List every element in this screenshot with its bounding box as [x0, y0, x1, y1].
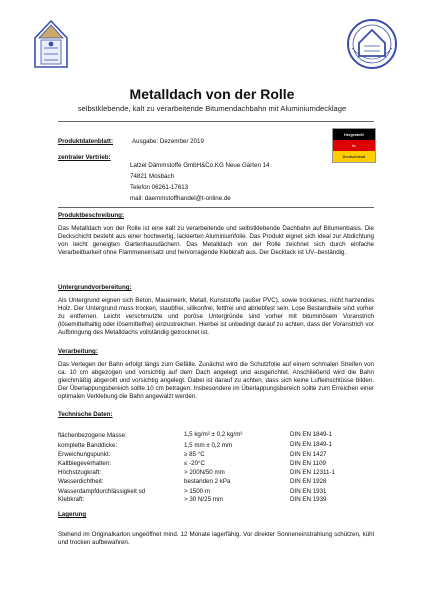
tech-row-norm: DIN EN 12311-1 [290, 469, 335, 476]
tech-row-name: Wasserdampfdurchlässigkeit sd [58, 488, 146, 495]
tech-row-norm: DIN EN 1849-1 [290, 431, 332, 438]
top-divider [58, 121, 374, 122]
datasheet-label: Produktdatenblatt: [58, 138, 113, 145]
tech-row-value: > 200N/50 mm [184, 469, 225, 476]
substrate-text: Als Untergrund eignen sich Beton, Mauerwerk, Metall, Kunststoffe (außer PVC), sowie trockenes, nicht harzendes Holz. Der Untergrund muss trocken, staubfrei, silikonfrei, fettfrei und abriebfest sein. Lose Bestandteile sind vorher zu entfernen. Leicht verschmutzte und poröse Untergründe sind vorher mit bituminösem Voranstrich (lösemittelhaltig oder lösemittelfrei) einzustreichen. Hierbei ist unbedingt darauf zu achten, dass der Voranstrich vor Aufbringung des Metalldachs vollständig getrocknet ist. [58, 297, 374, 337]
tech-row-name: Erweichungspunkt: [58, 451, 111, 458]
address-line: Latzel Dämmstoffe GmbH&Co.KG Neue Gärten 14 [130, 162, 270, 169]
technical-heading: Technische Daten: [58, 411, 113, 418]
tech-row-value: > 30 N/25 mm [184, 496, 224, 503]
made-in-germany-badge [332, 128, 376, 163]
tech-row-value: bestanden 2 kPa [184, 478, 231, 485]
address-line: Telefon 06261-17613 [130, 184, 189, 191]
tech-row-name: flächenbezogene Masse: [58, 432, 127, 439]
tech-row-value: ≥ 85 °C [184, 451, 205, 458]
tech-row-norm: DIN EN 1931 [290, 488, 327, 495]
badge-line-1: Hergestellt [333, 129, 375, 140]
storage-heading: Lagerung [58, 511, 87, 518]
tech-row-value: > 1500 m [184, 488, 210, 495]
tech-row-norm: DIN EN 1849-1 [290, 441, 332, 448]
description-text: Das Metalldach von der Rolle ist eine kalt zu verarbeitende und selbstklebende Dachbahn auf Bitumenbasis. Die Deckschicht besteht aus einer hochwertig, lackierten Aluminiumfolie. Das Produkt eignet sich ideal zur Abdichtung von leicht geneigten Gartenhausdächern. Das Metalldach von der Rolle zeichnet sich durch einfache Verarbeitbarkeit ohne Flammeneinsatz und hervorragende Klebkraft aus. Der Decklack ist UV–beständig. [58, 225, 374, 257]
address-line: mail: daemmstoffhandel@t-online.de [130, 195, 231, 202]
tech-row-name: komplette Banddicke: [58, 442, 118, 449]
tech-row-value: 1,5 kg/m² ± 0,2 kg/m² [184, 431, 243, 438]
house-logo [32, 18, 70, 70]
processing-heading: Verarbeitung: [58, 348, 98, 355]
edition-text: Ausgabe: Dezember 2019 [132, 138, 204, 145]
page-title: Metalldach von der Rolle [129, 86, 295, 102]
tech-row-norm: DIN EN 1427 [290, 451, 327, 458]
tech-row-value: ≤ -20°C [184, 460, 206, 467]
processing-text: Das Verlegen der Bahn erfolgt längs zum Gefälle. Zunächst wird die Schutzfolie auf einem schmalen Streifen von ca. 10 cm abgezogen und vorsichtig auf dem Dach angelegt und ausgerichtet. Anschließend wird die Bahn gleichmäßig abgerollt und vorsichtig angelegt. Dabei ist darauf zu achten, dass sich keine Lufteinschlüsse bilden. Der Überlappungsbereich sollte 10 cm betragen. Insbesondere im Überlappungsbereich sollte zum Erreichen einer optimalen Verklebung die Bahn angewalzt werden. [58, 361, 374, 401]
tech-row-name: Kaltbiegeverhalten: [58, 460, 111, 467]
distribution-label: zentraler Vertrieb: [58, 154, 111, 161]
tech-row-norm: DIN EN 1928 [290, 478, 327, 485]
tech-row-name: Höchstzugkraft: [58, 469, 101, 476]
description-heading: Produktbeschreibung: [58, 212, 125, 219]
page-subtitle: selbstklebende, kalt zu verarbeitende Bitumendachbahn mit Aluminiumdecklage [77, 104, 347, 113]
quality-seal-icon [346, 18, 398, 70]
tech-row-name: Wasserdichtheit: [58, 478, 104, 485]
storage-text: Stehend im Originalkarton ungeöffnet mind. 12 Monate lagerfähig. Vor direkter Sonneneinstrahlung schützen, kühl und trocken aufbewahren. [58, 531, 374, 547]
tech-row-norm: DIN EN 1109 [290, 460, 326, 467]
tech-row-name: Klebkraft: [58, 496, 85, 503]
badge-line-3: Deutschland [333, 151, 375, 162]
substrate-heading: Untergrundvorbereitung: [58, 284, 132, 291]
address-line: 74821 Mosbach [130, 173, 175, 180]
tech-row-value: 1,5 mm ± 0,2 mm [184, 442, 233, 449]
mid-divider [58, 207, 374, 208]
badge-line-2: in [333, 140, 375, 151]
tech-row-norm: DIN EN 1939 [290, 496, 327, 503]
